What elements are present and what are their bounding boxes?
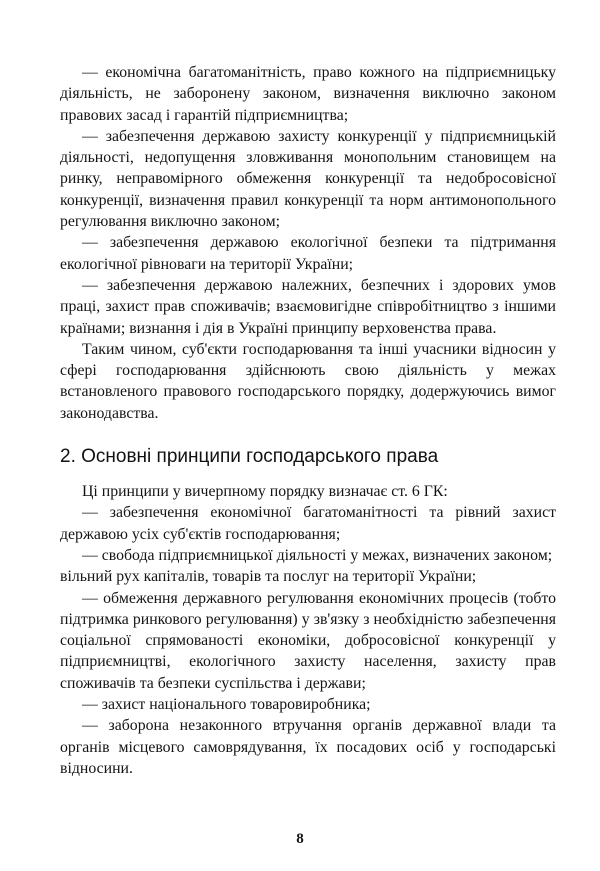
intro-item: — забезпечення державою захисту конкуренції у підприємницькій діяльності, недопущення зловживання монопольним становищем на ринку, неправомірного обмеження конкуренції та недобросовісної конкуренції, визначення правил конкуренції та норм антимонопольного регулювання виключно законом;: [60, 127, 556, 231]
intro-item: — економічна багатоманітність, право кожного на підприємницьку діяльність, не заборонену законом, визначення виключно законом правових засад і гарантій підприємництва;: [60, 64, 556, 124]
principle-item: — обмеження державного регулювання економічних процесів (тобто підтримка ринкового регулювання) у зв'язку з необхідністю забезпечення соціальної спрямованості економіки, добросовісної конкуренції у підприємництві, екологічного захисту населення, захисту прав споживачів та безпеки суспільства і держави;: [60, 589, 556, 692]
intro-item: — забезпечення державою екологічної безпеки та підтримання екологічної рівноваги на території України;: [60, 234, 556, 273]
intro-item: — забезпечення державою належних, безпечних і здорових умов праці, захист прав споживачів; взаємовигідне співробітництво з іншими країнами; визнання і дія в Україні принципу верховенства права.: [60, 276, 556, 337]
page-number: 8: [296, 831, 304, 847]
principle-item: — заборона незаконного втручання органів державної влади та органів місцевого самоврядування, їх посадових осіб у господарські відносини.: [60, 717, 556, 777]
section-heading: 2. Основні принципи господарського права: [60, 446, 439, 468]
page-content: [60, 62, 556, 779]
principle-item: — забезпечення економічної багатоманітності та рівний захист державою усіх суб'єктів господарювання;: [60, 504, 556, 543]
principles-list: [60, 502, 556, 779]
conclusion-paragraph: Таким чином, суб'єкти господарювання та інші учасники відносин у сфері господарювання здійснюють свою діяльність у межах встановленого правового господарського порядку, додержуючись вимог законодавства.: [60, 340, 556, 422]
principle-item: — свобода підприємницької діяльності у межах, визначених законом;: [82, 546, 553, 564]
section-intro: Ці принципи у вичерпному порядку визначає ст. 6 ГК:: [82, 483, 448, 501]
principle-item: вільний рух капіталів, товарів та послуг на території України;: [60, 568, 477, 586]
principle-item: — захист національного товаровиробника;: [82, 696, 371, 714]
intro-list: [60, 62, 556, 339]
